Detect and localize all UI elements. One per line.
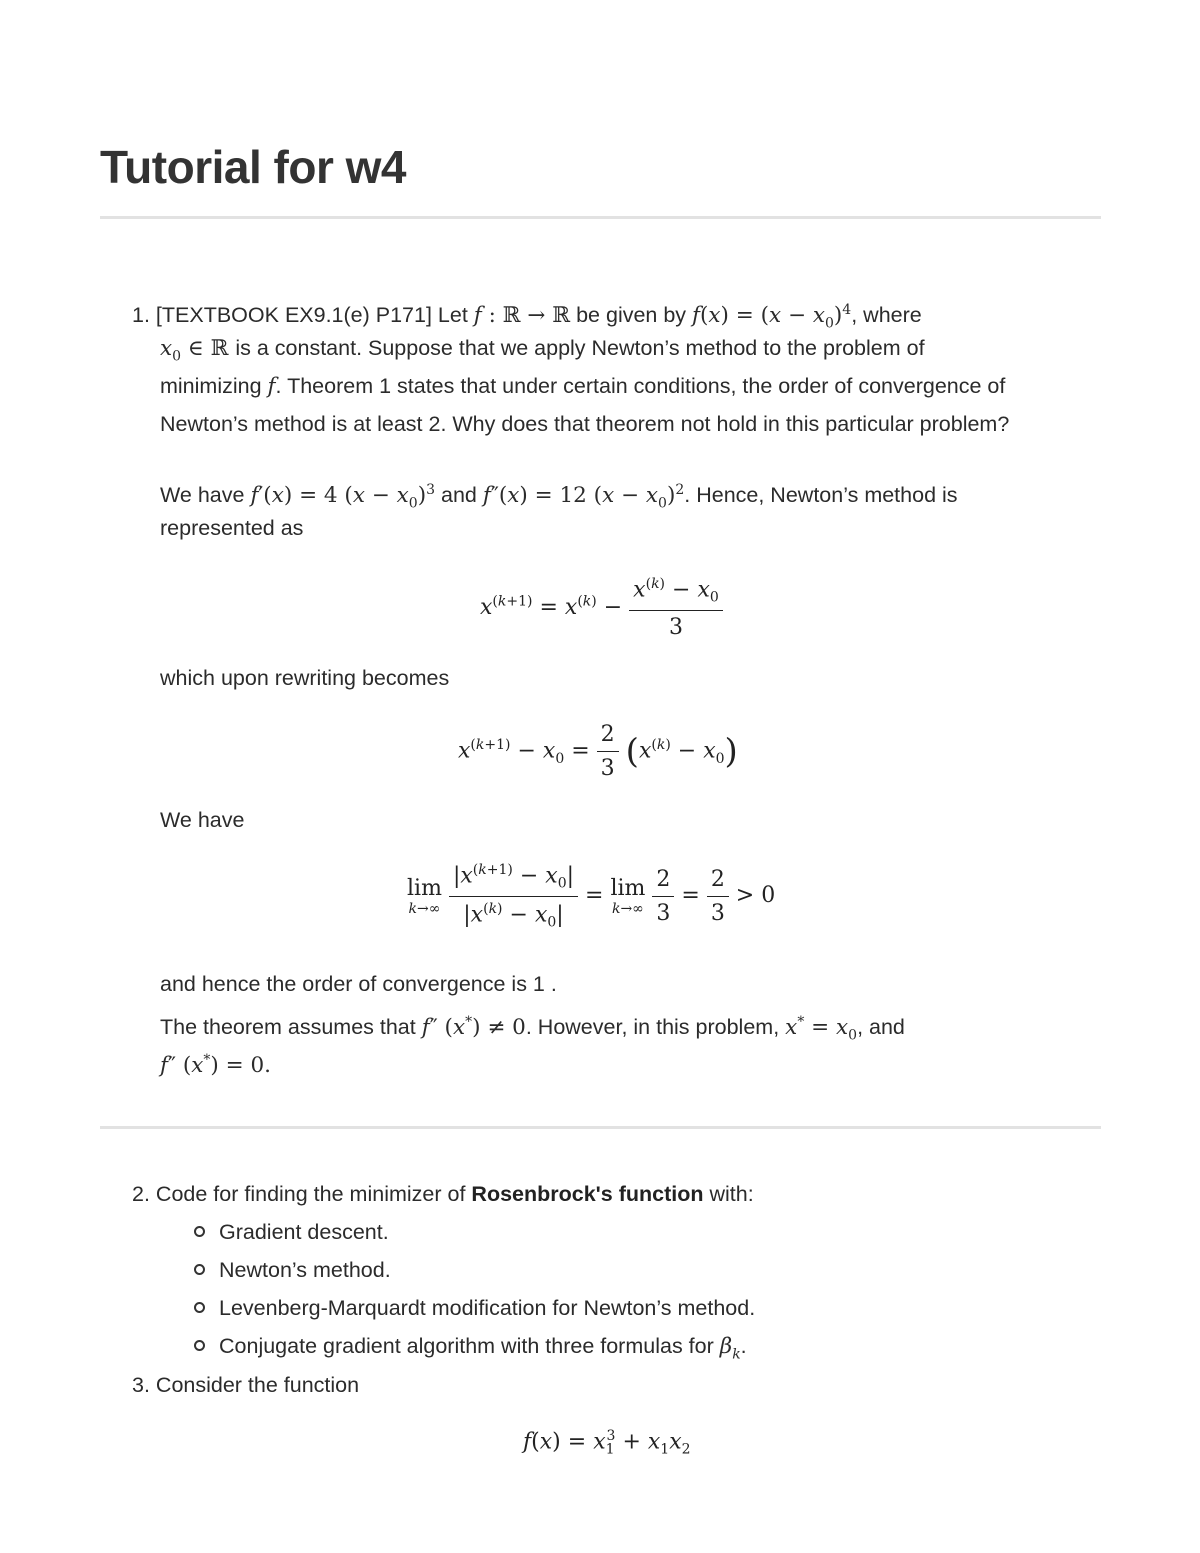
bullet-icon: [194, 1340, 205, 1351]
newton-update-equation: $x^{(k+1)} = x^{(k)}$ − $\frac{x^{(k)} - x_0}{3}$: [480, 576, 723, 640]
page-title: Tutorial for w4: [100, 141, 406, 193]
q1-line-2: $x_0$ ∈ ℝ is a constant. Suppose that we apply Newton’s method to the problem of: [160, 336, 925, 365]
q1-order: and hence the order of convergence is 1 .: [160, 972, 557, 996]
bullet-icon: [194, 1302, 205, 1313]
q1-line-3: minimizing f. Theorem 1 states that under certain conditions, the order of convergence of: [160, 374, 1006, 399]
q1-line-1: 1. [TEXTBOOK EX9.1(e) P171] Let f : ℝ → ℝ be given by $f(x) = (x - x_0)^4$, where: [132, 302, 922, 332]
function-equation: $f(x) = x_1^3 + x_1x_2$: [523, 1428, 691, 1458]
bullet-icon: [194, 1226, 205, 1237]
q1-rewriting: which upon rewriting becomes: [160, 666, 450, 690]
rewritten-equation: $x^{(k+1)} - x_0$ = $\frac{2}{3}$ $(x^{(k)} - x_0)$: [458, 722, 738, 781]
q2-line: 2. Code for finding the minimizer of Rosenbrock's function with:: [132, 1182, 754, 1206]
q1-theorem-line: The theorem assumes that f″ (x*) ≠ 0. However, in this problem, $x^* = x_0$, and: [160, 1014, 905, 1044]
q1-we-have: We have: [160, 808, 245, 832]
list-item: Levenberg-Marquardt modification for Newton’s method.: [194, 1289, 755, 1327]
q3-line: 3. Consider the function: [132, 1373, 360, 1397]
q1-theorem-line-2: f″ (x*) = 0.: [160, 1052, 271, 1079]
list-item: Newton’s method.: [194, 1251, 391, 1289]
section-divider: [100, 1126, 1101, 1129]
list-item: Conjugate gradient algorithm with three formulas for $\beta_k$.: [194, 1327, 747, 1373]
q1-line-4: Newton’s method is at least 2. Why does that theorem not hold in this particular problem?: [160, 412, 1010, 436]
list-item: Gradient descent.: [194, 1213, 389, 1251]
bullet-icon: [194, 1264, 205, 1275]
q1-derivatives-line: We have f′(x) = 4 $(x - x_0)^3$ and f″(x) = 12 $(x - x_0)^2$. Hence, Newton’s method is: [160, 482, 958, 512]
limit-equation: lim k→∞ $\frac{|x^{(k+1)} - x_0|}{|x^{(k)} - x_0|}$ = lim k→∞ $\frac{2}{3}$ = $\frac{2}{3}$ > 0: [407, 862, 776, 931]
title-divider: [100, 216, 1101, 219]
q1-represented: represented as: [160, 516, 304, 540]
